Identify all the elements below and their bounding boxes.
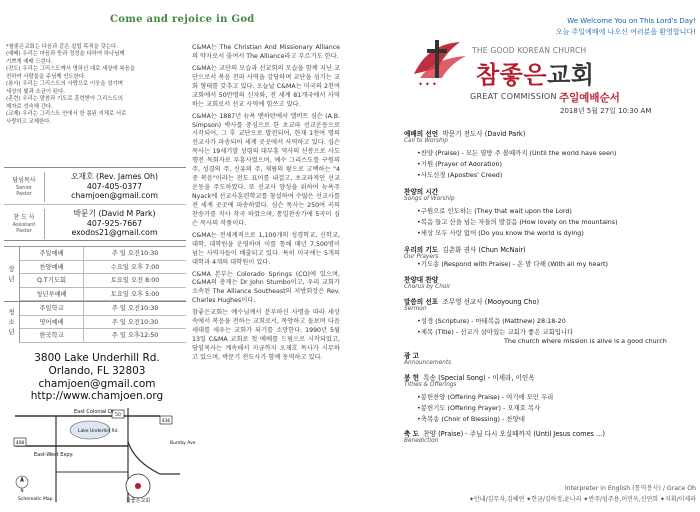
map-label: Bumby Ave bbox=[170, 441, 196, 446]
purpose-line: 기쁘게 예배 드린다. bbox=[6, 58, 53, 65]
staff-email[interactable]: exodos21@gmail.com bbox=[71, 228, 158, 238]
service-time: 토요일 오후 5:00 bbox=[110, 290, 160, 298]
group-char: 청 bbox=[8, 307, 15, 316]
schedule-row bbox=[20, 247, 186, 261]
section-call-to-worship bbox=[404, 128, 525, 138]
bulletin-title: 주일예배순서 bbox=[559, 92, 620, 104]
staff-name: 오재호 (Rev. James Oh) bbox=[70, 172, 159, 181]
section-title-en: Chorus by Choir bbox=[404, 284, 451, 290]
staff-role-ko: 찬 도 사 bbox=[13, 214, 35, 221]
church-name-main: 참좋은 bbox=[476, 61, 548, 89]
service-time: 주 일 오전10:30 bbox=[111, 305, 159, 312]
purpose-line: (교제) 우리는 그리스도 안에서 한 몸된 지체로 서로 bbox=[6, 111, 127, 118]
north-label: N bbox=[20, 488, 24, 493]
section-title-ko: 광 고 bbox=[404, 352, 420, 360]
article-paragraph: C&MA 본부는 Colorado Springs (CO)에 있으며, C&MA의 총재는 Dr John Stumbo이고, 우리 교회가 소속된 The Alliance Southeast의 지방회장은 Rev. Charles Hughes이다. bbox=[192, 270, 340, 305]
staff-role bbox=[8, 177, 40, 197]
purpose-line: (전도) 우리는 그리스도께서 명하신 대로 세상에 복음을 bbox=[6, 66, 136, 73]
left-page-title: Come and rejoice in God bbox=[110, 14, 255, 25]
order-item: •봉헌기도 (Offering Prayer) - 오재호 목사 bbox=[417, 404, 541, 412]
route-number: 408 bbox=[15, 441, 25, 446]
order-item: •기도송 (Respond with Praise) - 온 맘 다해 (With all my heart) bbox=[417, 260, 608, 268]
church-name-suffix: 교회 bbox=[547, 61, 595, 89]
group-char: 년 bbox=[8, 328, 15, 337]
map-label: Schematic Map bbox=[18, 497, 53, 502]
article-paragraph: C&MA는 The Christian And Missionary Alliance의 약자로서 줄여서 The Alliance라고 부르기도 한다. bbox=[192, 44, 340, 60]
schedule-group-label bbox=[4, 302, 20, 343]
purpose-statement bbox=[6, 44, 182, 126]
schedule-row bbox=[20, 261, 186, 275]
section-title-en: Call to Worship bbox=[404, 138, 448, 144]
section-announcements bbox=[404, 350, 419, 360]
welcome-korean: 오늘 주일예배에 나오신 여러분을 환영합니다! bbox=[555, 28, 696, 36]
section-title-ko: 봉 헌 bbox=[404, 374, 420, 382]
section-offering bbox=[404, 372, 535, 382]
article-paragraph: C&MA는 1887년 뉴욕 맨하탄에서 앨버트 심슨 (A.B. Simpson) 박사를 중심으로 한 초교파 선교운동으로 시작되어, 그 후 교단으로 발전되어, 현재 1천여 명의 선교사가 파송되어 세계 곳곳에서 사역하고 있다. 심슨 목사는 19세기말 성령의 대부흥 역사의 선봉으로 사도 행전 목회자로 부흥사였으며, 예수 그리스도를 구원의 주, 성결의 주, 신유의 주, 재림의 왕으로 고백하는 "4중 복음"이라는 전도 표어를 내걸고, 초교파적인 선교운동을 주도하였다. 또 선교사 양성을 위하여 뉴욕주 Nyack에 선교사훈련학교를 창설하여 수많은 선교사를 전 세계 곳곳에 파송하였다. 심슨 목사는 250여 곡의 찬송가를 작사 작곡 하였으며, 통일찬송가에 5곡이 심슨 목사의 작품이다. bbox=[192, 112, 340, 227]
order-item: •제목 (Title) - 선교가 살아있는 교회가 좋은 교회입니다 bbox=[417, 328, 574, 336]
service-time: 주 일 오전10:30 bbox=[111, 250, 159, 257]
service-name: 찬양예배 bbox=[20, 261, 84, 274]
schedule-row bbox=[20, 302, 186, 316]
section-title-en: Benediction bbox=[404, 438, 439, 444]
section-title-ko: 우리의 기도 bbox=[404, 246, 439, 254]
map-label: Lake Underhill Rd. bbox=[78, 429, 119, 434]
interpreter-credit: Interpreter in English (통역봉사) / Grace Oh bbox=[564, 485, 696, 492]
order-item: •성경 (Scripture) - 마태복음 (Matthew) 28:18-20 bbox=[417, 317, 566, 325]
schedule-group-label bbox=[4, 247, 20, 301]
schedule-row bbox=[20, 274, 186, 288]
staff-table bbox=[4, 167, 186, 241]
section-choir bbox=[404, 274, 438, 284]
section-leader: 박문기 전도사 (David Park) bbox=[442, 130, 526, 138]
staff-contact bbox=[44, 172, 184, 202]
schedule-row bbox=[20, 316, 186, 330]
route-number: 436 bbox=[161, 419, 171, 424]
church-name-english: THE GOOD KOREAN CHURCH bbox=[472, 46, 587, 55]
section-prayers bbox=[404, 244, 526, 254]
section-leader: 김춘화 권사 (Chun McNair) bbox=[442, 246, 526, 254]
section-leader: 조무영 선교사 (Mooyoung Cho) bbox=[442, 298, 540, 306]
address-website[interactable]: http://www.chamjoen.org bbox=[30, 390, 164, 403]
service-name: 주일예배 bbox=[20, 247, 84, 260]
svg-text:✦ ✦ ✦: ✦ ✦ ✦ bbox=[418, 81, 437, 88]
staff-phone[interactable]: 407-925-7667 bbox=[86, 218, 143, 228]
section-title-en: Sermon bbox=[404, 306, 427, 312]
map-pin-icon bbox=[126, 474, 150, 504]
section-title-ko: 찬양대 찬양 bbox=[404, 276, 439, 284]
service-name: Q.T기도회 bbox=[20, 274, 84, 287]
order-item: •구원으로 인도하는 (They that wait upon the Lord) bbox=[417, 207, 572, 215]
purpose-line: (훈련) 우리는 말씀과 기도로 훈련받아 그리스도의 bbox=[6, 96, 123, 103]
section-title-ko: 찬양의 시간 bbox=[404, 188, 439, 196]
cma-article bbox=[192, 44, 340, 366]
route-number: 50 bbox=[115, 413, 121, 418]
service-time: 수요일 오후 7:00 bbox=[110, 263, 160, 271]
order-item: •사도신경 (Apostles' Creed) bbox=[417, 171, 503, 179]
service-name: 청년부예배 bbox=[20, 288, 84, 301]
article-paragraph: C&MA는 교단의 모습과 선교회의 모습을 함께 지닌 교단으로서 복음 전파 사역을 감당하며 교단을 섬기는 교회 형태를 갖추고 있다. 오늘날 C&MA는 미국의 2천여 교회에서 50만명의 신자와, 전 세계 81개국에서 사역하는 교회로서 선교 사역에 힘쓰고 있다. bbox=[192, 64, 340, 108]
order-item: •축복송 (Choir of Blessing) - 찬양대 bbox=[417, 415, 525, 423]
staff-email[interactable]: chamjoen@gmail.com bbox=[71, 191, 158, 201]
service-name: 영어예배 bbox=[20, 316, 84, 329]
location-map bbox=[10, 402, 196, 507]
service-time: 주 일 오후12:50 bbox=[111, 332, 159, 339]
staff-role bbox=[8, 214, 40, 234]
order-item: •복음 들고 산을 넘는 자들의 발걸음 (How lovely on the mountains) bbox=[417, 218, 618, 226]
staff-role-ko: 담임목사 bbox=[12, 177, 36, 184]
purpose-line: (봉사) 우리는 그리스도의 사랑으로 이웃을 섬기며 bbox=[6, 81, 123, 88]
address-street: 3800 Lake Underhill Rd. bbox=[34, 352, 160, 364]
service-name: 한국학교 bbox=[20, 329, 84, 342]
section-songs bbox=[404, 186, 438, 196]
map-church-label: 참좋은교회 bbox=[125, 498, 151, 504]
schedule-row bbox=[20, 329, 186, 343]
section-title-ko: 예배의 선언 bbox=[404, 130, 439, 138]
section-title-ko: 축 도 bbox=[404, 430, 420, 438]
purpose-line: 전하여 사람들을 주님께 인도한다. bbox=[6, 73, 86, 80]
staff-name: 박문기 (David M Park) bbox=[73, 209, 156, 218]
welcome-english: We Welcome You on This Lord's Day! bbox=[567, 17, 696, 25]
order-item: •봉헌찬양 (Offering Praise) - 여기에 모인 우리 bbox=[417, 393, 554, 401]
service-time: 주 일 오전10:30 bbox=[111, 318, 159, 326]
order-item: •기원 (Prayer of Adoration) bbox=[417, 160, 502, 168]
section-title-en: Announcements bbox=[404, 360, 452, 366]
service-time: 토요일 오전 8:00 bbox=[110, 277, 160, 284]
section-title-en: Songs of Worship bbox=[404, 196, 455, 202]
section-leader: 찬양 (Praise) - 주님 다시 오실때까지 (Until Jesus comes ...) bbox=[423, 430, 605, 438]
address-email[interactable]: chamjoen@gmail.com bbox=[38, 377, 156, 390]
section-title-ko: 말씀의 선포 bbox=[404, 298, 439, 306]
church-address bbox=[12, 352, 182, 403]
article-paragraph: C&MA는 전세계적으로 1,100개의 성경학교, 신학교, 대학, 대학원을 운영하며 이를 통해 매년 7,500명이 넘는 사역자들이 배출되고 있다. 특히 미국에는 5개의 대학과 4개의 대학원이 있다. bbox=[192, 231, 340, 266]
church-name-korean bbox=[476, 55, 594, 90]
staff-contact bbox=[44, 209, 184, 239]
purpose-line: 제자로 성숙해 간다. bbox=[6, 103, 53, 110]
purpose-line: 세상의 빛과 소금이 된다. bbox=[6, 88, 65, 95]
map-label: East-West Expy. bbox=[34, 452, 74, 458]
group-char: 소 bbox=[8, 318, 15, 327]
great-commission-label: GREAT COMMISSION bbox=[470, 92, 557, 101]
staff-role-en: Assistant Pastor bbox=[12, 221, 36, 234]
group-char: 년 bbox=[8, 275, 15, 283]
volunteer-credits: ✦안내/김무자,김혜연 ✦헌금/김하정,윤나리 ✦반주/임주용,이민옥,신연희 ✦지휘/이세라 bbox=[468, 496, 696, 503]
purpose-line: (예배) 우리는 마음과 뜻과 정성을 다하여 하나님께 bbox=[6, 51, 125, 58]
staff-row-assistant-pastor bbox=[4, 205, 186, 242]
group-char: 장 bbox=[8, 264, 15, 273]
section-title-en: Our Prayers bbox=[404, 254, 439, 260]
staff-role-en: Senior Pastor bbox=[16, 184, 32, 197]
schedule-group-youth bbox=[4, 301, 186, 343]
schedule-group-adult bbox=[4, 246, 186, 301]
map-label: East Colonial Dr. bbox=[74, 409, 116, 415]
section-benediction bbox=[404, 428, 605, 438]
staff-row-senior-pastor bbox=[4, 168, 186, 205]
staff-phone[interactable]: 407-405-0377 bbox=[86, 181, 143, 191]
worship-schedule-table bbox=[4, 246, 186, 343]
article-paragraph: 참좋은교회는 예수님께서 분부하신 사명을 따라 세상 속에서 복음을 전하는 교회로서, 목양하고 돌보며 다음 세대를 세우는 교회가 되기를 소망한다. 1990년 5월 13일 C&MA 교회로 첫 예배를 드림으로 시작되었고, 담임목사는 계속해서 지금까지 오재호 목사가 시무하고 있으며, 박문기 전도사가 함께 동역하고 있다. bbox=[192, 309, 340, 361]
order-item-subtitle: The church where mission is alive is a good church bbox=[504, 337, 667, 345]
section-title-en: Tithes & Offerings bbox=[404, 382, 457, 388]
service-date: 2018년 5월 27일 10:30 AM bbox=[560, 107, 652, 115]
address-city: Orlando, FL 32803 bbox=[48, 364, 146, 377]
order-item: •세상 모두 사랑 없어 (Do you know the world is dying) bbox=[417, 229, 584, 237]
section-leader: 특송 (Special Song) - 이세라, 이인옥 bbox=[423, 374, 535, 382]
purpose-line: *참좋은교회는 다음과 같은 설립 목적을 갖는다. bbox=[6, 44, 118, 50]
schedule-row bbox=[20, 288, 186, 302]
purpose-line: 사랑하고 교제한다. bbox=[6, 118, 52, 125]
order-item: •찬양 (Praise) - 모든 열방 주 볼때까지 (Until the world have seen) bbox=[417, 149, 617, 157]
service-name: 주일학교 bbox=[20, 302, 84, 315]
church-cross-logo-icon bbox=[408, 34, 472, 88]
section-sermon bbox=[404, 296, 539, 306]
